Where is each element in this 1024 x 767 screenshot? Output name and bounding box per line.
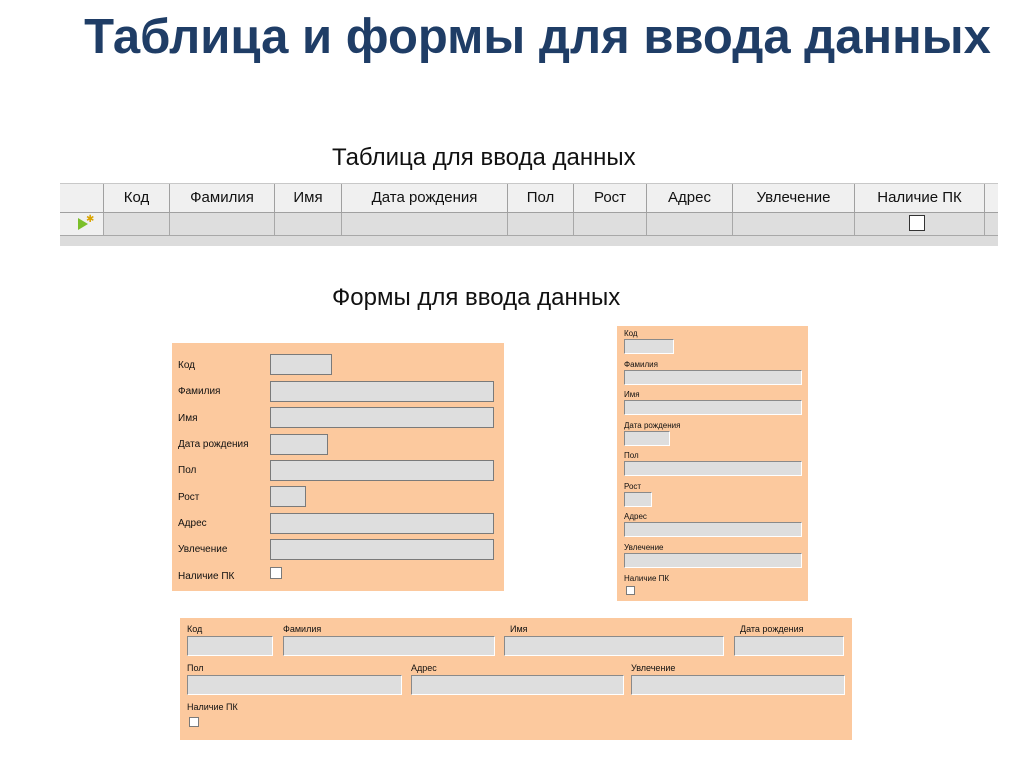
column-header-code[interactable]: Код [104,184,170,212]
cell-birthdate[interactable] [342,213,508,235]
table-header-row [60,184,998,213]
label-hobby: Увлечение [631,663,676,673]
label-name: Имя [510,624,528,634]
birthdate-field[interactable] [734,636,844,656]
column-header-has-pc[interactable]: Наличие ПК [855,184,985,212]
cell-surname[interactable] [170,213,275,235]
hobby-field[interactable] [624,553,802,568]
label-sex: Пол [178,465,197,476]
label-height: Рост [178,492,200,503]
sex-field[interactable] [624,461,802,476]
has-pc-checkbox[interactable] [909,215,925,231]
row-selector[interactable] [60,213,104,235]
birthdate-field[interactable] [270,434,328,455]
surname-field[interactable] [624,370,802,385]
code-field[interactable] [270,354,332,375]
datasheet-table [60,183,998,246]
column-header-name[interactable]: Имя [275,184,342,212]
height-field[interactable] [270,486,306,507]
slide-title: Таблица и формы для ввода данных [84,10,991,64]
cell-hobby[interactable] [733,213,855,235]
column-header-address[interactable]: Адрес [647,184,733,212]
label-birthdate: Дата рождения [624,421,681,430]
forms-caption: Формы для ввода данных [332,284,621,311]
cell-address[interactable] [647,213,733,235]
address-field[interactable] [624,522,802,537]
has-pc-checkbox[interactable] [189,717,199,727]
cell-has-pc [855,213,985,235]
label-name: Имя [624,390,640,399]
form-wide-grid [180,618,852,740]
label-sex: Пол [624,451,639,460]
column-header-hobby[interactable]: Увлечение [733,184,855,212]
form-narrow-stacked [617,326,808,601]
hobby-field[interactable] [270,539,494,560]
column-header-sex[interactable]: Пол [508,184,574,212]
height-field[interactable] [624,492,652,507]
code-field[interactable] [187,636,273,656]
surname-field[interactable] [270,381,494,402]
label-address: Адрес [624,512,647,521]
label-has-pc: Наличие ПК [187,702,238,712]
form-single-column [172,343,504,591]
column-header-surname[interactable]: Фамилия [170,184,275,212]
name-field[interactable] [270,407,494,428]
label-surname: Фамилия [178,386,221,397]
address-field[interactable] [411,675,624,695]
name-field[interactable] [624,400,802,415]
has-pc-checkbox[interactable] [626,586,635,595]
label-height: Рост [624,482,642,491]
cell-sex[interactable] [508,213,574,235]
label-surname: Фамилия [624,360,658,369]
hobby-field[interactable] [631,675,845,695]
label-address: Адрес [411,663,437,673]
label-name: Имя [178,413,198,424]
code-field[interactable] [624,339,674,354]
sex-field[interactable] [187,675,402,695]
table-row-new-record [60,213,998,236]
table-caption: Таблица для ввода данных [332,144,636,171]
label-has-pc: Наличие ПК [178,571,235,582]
has-pc-checkbox[interactable] [270,567,282,579]
label-code: Код [187,624,203,634]
label-birthdate: Дата рождения [178,439,249,450]
birthdate-field[interactable] [624,431,670,446]
new-record-star-icon: ✱ [86,214,95,225]
label-address: Адрес [178,518,207,529]
row-selector-header[interactable] [60,184,104,212]
label-has-pc: Наличие ПК [624,574,670,583]
cell-name[interactable] [275,213,342,235]
label-sex: Пол [187,663,204,673]
label-hobby: Увлечение [178,544,228,555]
name-field[interactable] [504,636,724,656]
label-birthdate: Дата рождения [740,624,804,634]
address-field[interactable] [270,513,494,534]
cell-code[interactable] [104,213,170,235]
sex-field[interactable] [270,460,494,481]
label-surname: Фамилия [283,624,322,634]
column-header-birthdate[interactable]: Дата рождения [342,184,508,212]
label-hobby: Увлечение [624,543,664,552]
cell-height[interactable] [574,213,647,235]
label-code: Код [624,329,638,338]
surname-field[interactable] [283,636,495,656]
column-header-height[interactable]: Рост [574,184,647,212]
label-code: Код [178,360,196,371]
